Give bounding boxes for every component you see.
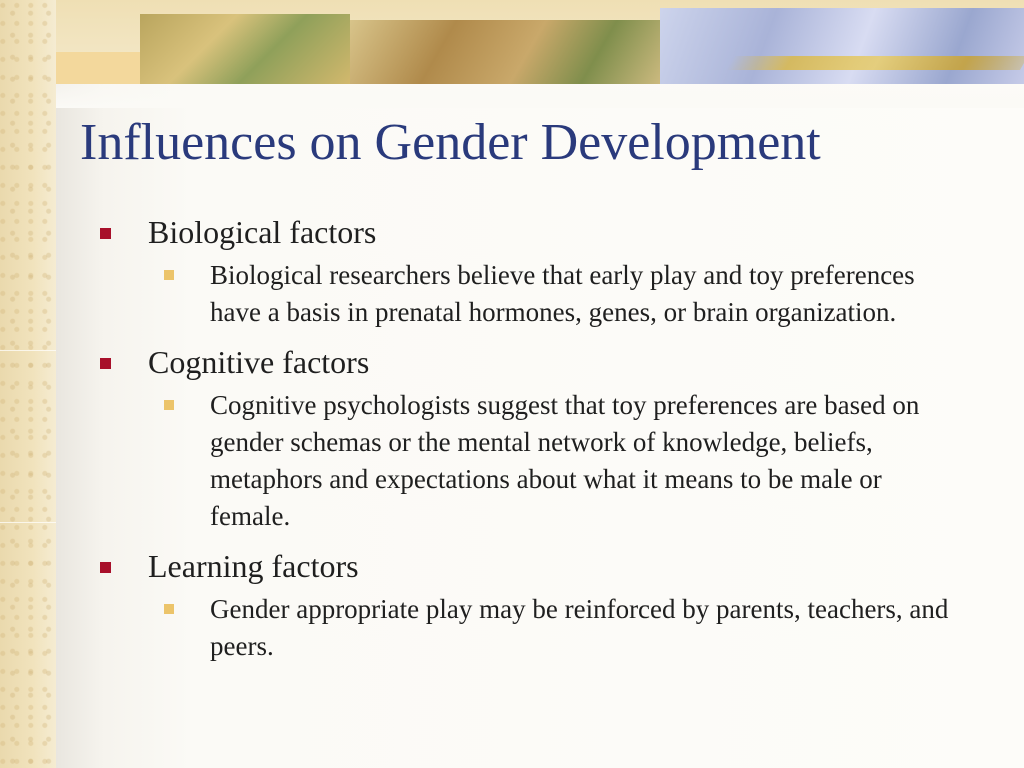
bullet-item-cognitive xyxy=(96,339,976,535)
sub-bullet-list xyxy=(148,257,976,331)
square-bullet-icon xyxy=(100,228,111,239)
sub-bullet-list xyxy=(148,591,976,665)
banner-fade xyxy=(56,84,1024,108)
square-bullet-icon xyxy=(100,562,111,573)
square-bullet-icon xyxy=(100,358,111,369)
banner-leaf-image xyxy=(140,14,350,84)
small-square-bullet-icon xyxy=(164,400,174,410)
sub-bullet-item xyxy=(148,591,976,665)
small-square-bullet-icon xyxy=(164,270,174,280)
bullet-label: Learning factors xyxy=(148,548,359,584)
strip-divider xyxy=(0,522,56,523)
banner-sky-image xyxy=(660,8,1024,84)
banner-foliage-image xyxy=(350,20,670,84)
small-square-bullet-icon xyxy=(164,604,174,614)
bullet-list xyxy=(96,209,976,665)
sub-bullet-text: Biological researchers believe that early play and toy preferences have a basis in prenatal hormones, genes, or brain organization. xyxy=(210,260,915,327)
bullet-label: Biological factors xyxy=(148,214,377,250)
bullet-label: Cognitive factors xyxy=(148,344,370,380)
bullet-item-learning xyxy=(96,543,976,665)
sub-bullet-text: Cognitive psychologists suggest that toy preferences are based on gender schemas or the mental network of knowledge, beliefs, metaphors and expectations about what it means to be male or female. xyxy=(210,390,920,531)
sub-bullet-item xyxy=(148,387,976,535)
left-parchment-strip xyxy=(0,0,56,768)
slide-title: Influences on Gender Development xyxy=(80,114,821,171)
banner-gold-streak xyxy=(726,56,1024,70)
strip-divider xyxy=(0,350,56,351)
sub-bullet-list xyxy=(148,387,976,535)
sub-bullet-item xyxy=(148,257,976,331)
bullet-item-biological xyxy=(96,209,976,331)
sub-bullet-text: Gender appropriate play may be reinforced by parents, teachers, and peers. xyxy=(210,594,949,661)
